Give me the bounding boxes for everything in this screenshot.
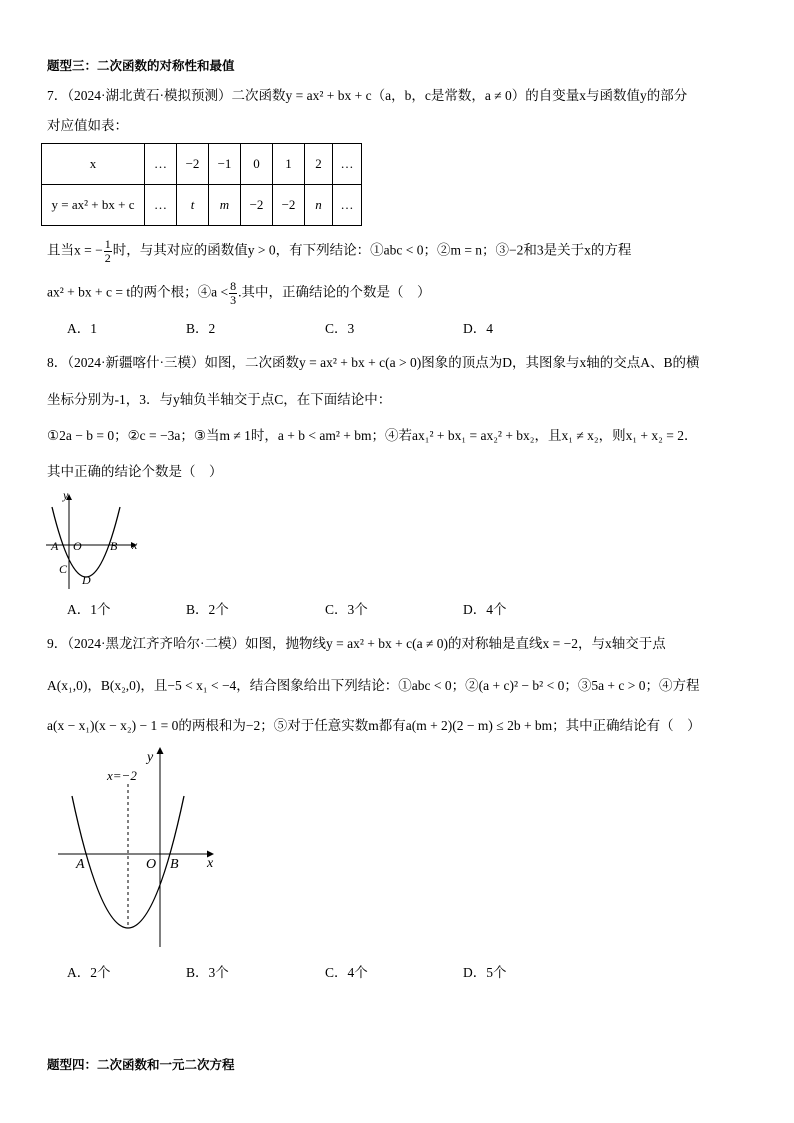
section4-title: 题型四：二次函数和一元二次方程	[47, 1057, 235, 1072]
origin-label: O	[73, 539, 82, 553]
table-cell: m	[209, 185, 241, 226]
q8-option-a[interactable]: A．1个	[67, 602, 111, 617]
point-d-label: D	[82, 573, 91, 587]
q8-option-c[interactable]: C．3个	[325, 602, 368, 617]
q9-parabola-graph	[50, 742, 225, 952]
q8-line4: 其中正确的结论个数是（ ）	[47, 464, 223, 479]
q7-line4-rest: .其中，正确结论的个数是（ ）	[238, 284, 431, 300]
q7-line4-start: ax² + bx + c = t的两个根；④a <	[47, 284, 229, 300]
table-cell: …	[333, 185, 362, 226]
q7-line2: 对应值如表：	[47, 118, 128, 133]
table-cell: 2	[305, 144, 333, 185]
point-a-label: A	[76, 857, 85, 872]
origin-label: O	[146, 857, 157, 872]
table-cell: t	[177, 185, 209, 226]
q9-option-c[interactable]: C．4个	[325, 965, 368, 980]
x-axis-label: x	[132, 538, 138, 552]
table-cell: n	[305, 185, 333, 226]
q9-option-a[interactable]: A．2个	[67, 965, 111, 980]
table-cell: −2	[177, 144, 209, 185]
table-cell: 0	[241, 144, 273, 185]
table-cell: …	[145, 144, 177, 185]
table-cell: …	[333, 144, 362, 185]
q7-line3-rest: 时，与其对应的函数值y > 0，有下列结论：①abc < 0；②m = n；③−2和3是关于x的方程	[112, 242, 632, 258]
table-cell: x	[42, 144, 145, 185]
point-b-label: B	[170, 857, 179, 872]
fraction-denominator: 3	[230, 293, 237, 307]
fraction-numerator: 8	[230, 279, 237, 293]
fraction-denominator: 2	[104, 251, 111, 265]
q8-option-d[interactable]: D．4个	[463, 602, 507, 617]
q7-option-c[interactable]: C．3	[325, 321, 355, 336]
fraction-numerator: 1	[104, 237, 111, 251]
q9-line2: A(x₁,0)，B(x₂,0)，且−5 < x₁ < −4，结合图象给出下列结论：①abc < 0；②(a + c)² − b² < 0；③5a + c > 0；④方程	[47, 678, 700, 693]
q8-line1: 8．（2024·新疆喀什·三模）如图，二次函数y = ax² + bx + c(a > 0)图象的顶点为D，其图象与x轴的交点A、B的横	[47, 355, 700, 370]
q7-option-b[interactable]: B．2	[186, 321, 216, 336]
q7-value-table	[41, 143, 362, 226]
q7-line4	[47, 280, 430, 307]
table-cell: −2	[241, 185, 273, 226]
table-cell: 1	[273, 144, 305, 185]
q9-line1: 9．（2024·黑龙江齐齐哈尔·二模）如图，抛物线y = ax² + bx + c(a ≠ 0)的对称轴是直线x = −2，与x轴交于点	[47, 636, 666, 651]
x-axis-label: x	[207, 856, 214, 871]
q8-line3: ①2a − b = 0；②c = −3a；③当m ≠ 1时，a + b < am² + bm；④若ax₁² + bx₁ = ax₂² + bx₂，且x₁ ≠ x₂，则x₁ + x₂ = 2．	[47, 428, 698, 443]
q9-line3: a(x − x₁)(x − x₂) − 1 = 0的两根和为−2；⑤对于任意实数m都有a(m + 2)(2 − m) ≤ 2b + bm；其中正确结论有（ ）	[47, 718, 701, 733]
q7-option-a[interactable]: A．1	[67, 321, 97, 336]
table-cell: y = ax² + bx + c	[42, 185, 145, 226]
table-row	[42, 144, 362, 185]
q7-option-d[interactable]: D．4	[463, 321, 493, 336]
q8-option-b[interactable]: B．2个	[186, 602, 229, 617]
fraction-one-half	[104, 238, 112, 265]
table-cell: −2	[273, 185, 305, 226]
q8-line2: 坐标分别为-1，3．与y轴负半轴交于点C，在下面结论中：	[47, 392, 392, 407]
q9-option-b[interactable]: B．3个	[186, 965, 229, 980]
table-cell: …	[145, 185, 177, 226]
section3-title: 题型三：二次函数的对称性和最值	[47, 58, 235, 73]
q7-line3	[47, 238, 631, 265]
point-b-label: B	[110, 539, 118, 553]
point-a-label: A	[51, 539, 59, 553]
symmetry-axis-label: x=−2	[107, 768, 137, 783]
y-axis-label: y	[63, 488, 69, 502]
fraction-eight-thirds	[229, 280, 237, 307]
table-row	[42, 185, 362, 226]
q8-parabola-graph	[40, 487, 150, 592]
y-axis-label: y	[147, 750, 154, 765]
point-c-label: C	[59, 562, 68, 576]
q7-line1: 7．（2024·湖北黄石·模拟预测）二次函数y = ax² + bx + c（a，b，c是常数，a ≠ 0）的自变量x与函数值y的部分	[47, 88, 688, 103]
q9-option-d[interactable]: D．5个	[463, 965, 507, 980]
q7-line3-start: 且当x = −	[47, 242, 103, 258]
table-cell: −1	[209, 144, 241, 185]
